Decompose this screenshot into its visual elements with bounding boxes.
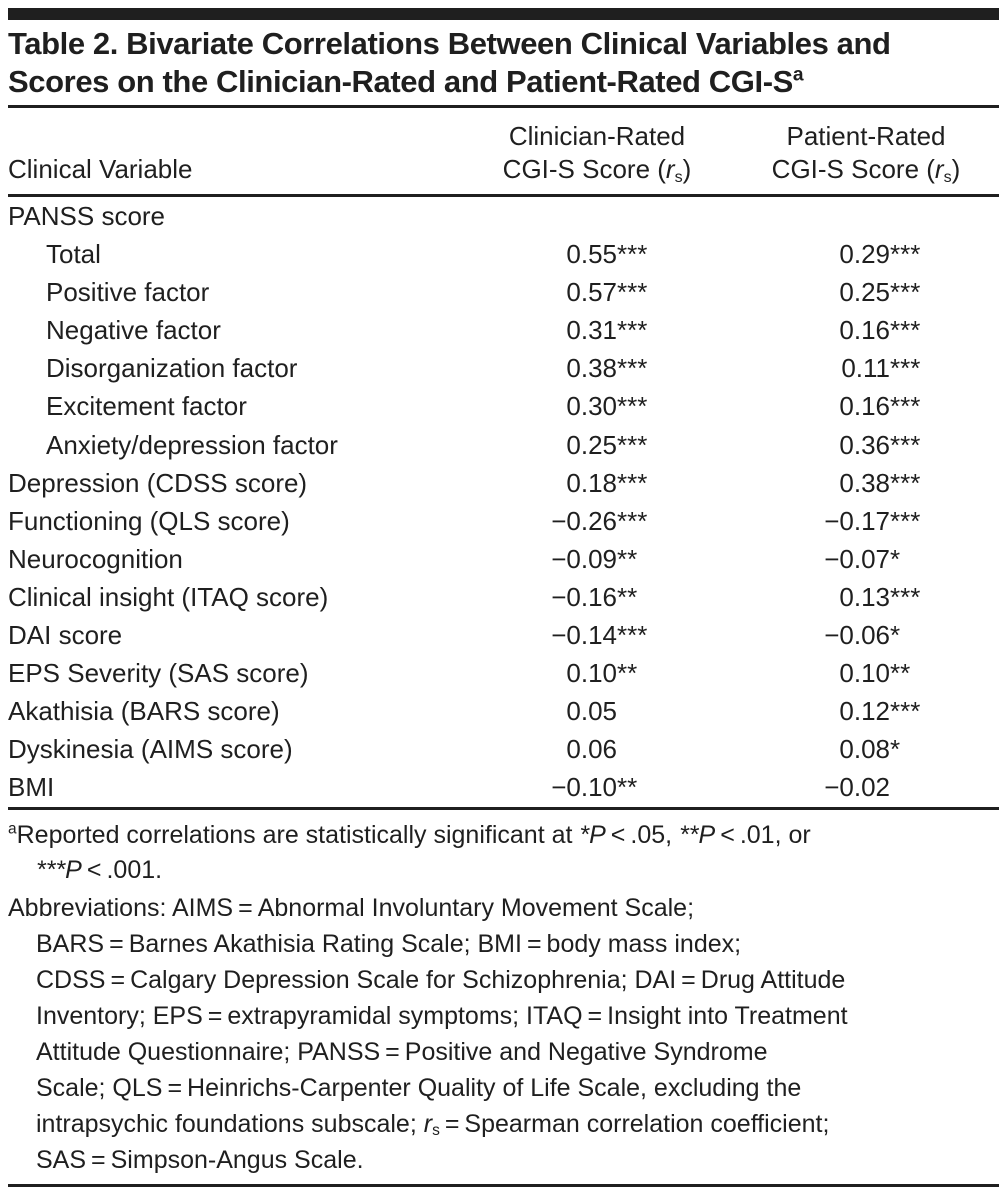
row-label: Functioning (QLS score) [8,505,290,536]
table-row [8,692,999,730]
significance-stars: * [890,734,901,765]
abbreviation-line-rs [8,1106,999,1142]
correlation-value: 0.10 [566,658,617,689]
correlation-value: 0.12 [839,696,890,727]
table-row [8,273,999,311]
correlation-value: 0.25 [839,277,890,308]
significance-stars: *** [617,467,648,498]
significance-stars [617,730,663,768]
patient-score-label [733,153,999,186]
patient-cgi-value [805,311,936,349]
table-title-line2-text: Scores on the Clinician-Rated and Patient-Rated CGI-S [8,64,793,99]
significance-stars: *** [617,315,648,346]
correlation-value: 0.16 [839,391,890,422]
patient-cgi-value [805,426,936,464]
rs-subscript: s [674,168,683,187]
patient-cgi-value [805,730,936,768]
bottom-border-rule [8,1184,999,1187]
significance-stars: *** [617,239,648,270]
significance-stars: * [890,543,901,574]
row-label: Akathisia (BARS score) [8,696,280,727]
correlation-value: −0.06 [824,620,890,651]
top-border-bar [8,8,999,20]
patient-cgi-value [805,578,936,616]
clinician-score-label [461,153,733,186]
row-label: PANSS score [8,201,166,231]
significance-stars: *** [617,277,648,308]
clinician-cgi-value [532,616,663,654]
clinician-cgi-value [532,654,663,692]
sig-level-3: ***P [36,855,82,884]
significance-stars: * [890,620,901,651]
patient-cgi-value [805,387,936,425]
significance-stars: *** [890,353,921,384]
correlation-value: 0.10 [839,658,890,689]
rs-symbol: r [423,1109,433,1138]
significance-stars: *** [890,315,921,346]
correlation-value: 0.06 [566,734,617,765]
patient-cgi-value [805,768,936,806]
row-label: EPS Severity (SAS score) [8,658,309,689]
sig-threshold-2: < .01, or [715,820,811,849]
journal-table-page [0,8,1007,1187]
clinician-cgi-value [532,273,663,311]
patient-cgi-value [805,273,936,311]
table-row [8,730,999,768]
score-label-post: ) [951,154,961,184]
significance-stars: *** [617,620,648,651]
patient-cgi-value [805,502,936,540]
significance-stars: *** [890,277,921,308]
score-label-post: ) [682,154,692,184]
abbreviation-line: Abbreviations: AIMS = Abnormal Involuntary Movement Scale; [8,893,695,922]
abbreviation-line: SAS = Simpson-Angus Scale. [36,1145,364,1174]
significance-stars: *** [617,353,648,384]
significance-stars: *** [890,467,921,498]
patient-cgi-value [805,464,936,502]
clinician-cgi-value [532,311,663,349]
correlation-value: −0.16 [551,581,617,612]
column-header-patient-rated [733,120,999,186]
significance-stars [890,768,936,806]
row-label: BMI [8,772,55,803]
patient-cgi-value [805,692,936,730]
clinician-cgi-value [532,502,663,540]
clinician-cgi-value [532,387,663,425]
correlation-value: 0.57 [566,277,617,308]
table-row [8,349,999,387]
patient-cgi-value [805,654,936,692]
clinician-cgi-value [532,692,663,730]
table-row [8,464,999,502]
table-row [8,311,999,349]
correlation-value: 0.55 [566,239,617,270]
clinician-cgi-value [532,426,663,464]
row-label: Neurocognition [8,543,183,574]
rs-line-post: = Spearman correlation coefficient; [439,1109,830,1138]
clinician-cgi-value [532,540,663,578]
table-row [8,235,999,273]
correlation-value: 0.18 [566,467,617,498]
significance-stars: *** [617,391,648,422]
clinician-cgi-value [532,464,663,502]
table-row [8,502,999,540]
score-label-pre: CGI-S Score ( [771,154,935,184]
table-row [8,426,999,464]
row-label: Depression (CDSS score) [8,467,308,498]
patient-cgi-value [805,349,936,387]
clinician-cgi-value [532,578,663,616]
table-row [8,616,999,654]
clinician-cgi-value [532,768,663,806]
table-title [8,25,999,101]
correlation-value: −0.17 [824,505,890,536]
abbreviation-line: BARS = Barnes Akathisia Rating Scale; BMI = body mass index; [36,929,742,958]
correlation-value: −0.10 [551,772,617,803]
correlation-value: 0.08 [839,734,890,765]
correlation-value: −0.09 [551,543,617,574]
significance-stars: *** [890,696,921,727]
sig-level-2: **P [679,820,716,849]
patient-cgi-value [805,616,936,654]
clinician-cgi-value [532,235,663,273]
table-row [8,540,999,578]
significance-stars: *** [617,429,648,460]
rs-subscript: s [432,1122,440,1140]
table-row [8,387,999,425]
row-label: Total [46,239,101,270]
table-title-line2 [8,63,999,101]
column-header-clinician-rated [461,120,733,186]
row-label: Excitement factor [46,391,247,422]
rs-line-pre: intrapsychic foundations subscale; [36,1109,424,1138]
clinician-cgi-value [532,730,663,768]
table-row [8,197,999,235]
significance-stars: *** [890,429,921,460]
correlation-value: −0.07 [824,543,890,574]
sig-level-1: *P [579,820,606,849]
correlation-value: 0.36 [839,429,890,460]
significance-stars: *** [890,239,921,270]
column-header-clinical-variable: Clinical Variable [8,154,193,184]
significance-stars: ** [617,772,638,803]
row-label: Dyskinesia (AIMS score) [8,734,293,765]
sig-threshold-3: < .001. [81,855,163,884]
row-label: Anxiety/depression factor [46,429,338,460]
footnote-text: Reported correlations are statistically significant at [16,820,580,849]
correlation-value: 0.16 [839,315,890,346]
abbreviation-line: CDSS = Calgary Depression Scale for Schizophrenia; DAI = Drug Attitude [36,965,846,994]
clinician-cgi-value [532,349,663,387]
row-label: Disorganization factor [46,353,298,384]
correlation-value: 0.38 [839,467,890,498]
score-label-pre: CGI-S Score ( [502,154,666,184]
significance-stars: ** [890,658,911,689]
significance-stars: *** [890,581,921,612]
rs-subscript: s [943,168,952,187]
significance-stars: *** [617,505,648,536]
abbreviation-line: Scale; QLS = Heinrichs-Carpenter Quality of Life Scale, excluding the [36,1073,802,1102]
significance-stars [617,692,663,730]
title-footnote-marker: a [792,64,804,86]
abbreviation-line: Attitude Questionnaire; PANSS = Positive and Negative Syndrome [36,1037,768,1066]
correlation-value: 0.29 [839,239,890,270]
significance-footnote [8,818,999,888]
significance-stars: *** [890,391,921,422]
patient-rated-label: Patient-Rated [786,121,946,151]
row-label: DAI score [8,620,123,651]
table-row [8,654,999,692]
significance-stars: ** [617,543,638,574]
significance-stars: *** [890,505,921,536]
correlation-value: −0.02 [824,772,890,803]
significance-stars: ** [617,658,638,689]
correlation-value: 0.11 [841,353,890,384]
correlation-value: 0.30 [566,391,617,422]
body-divider-rule [8,807,999,810]
sig-threshold-1: < .05, [605,820,680,849]
significance-footnote-line1 [8,818,999,853]
table-row [8,578,999,616]
clinician-rated-label: Clinician-Rated [508,121,686,151]
table-row [8,768,999,806]
table-header-row [8,108,999,194]
significance-footnote-line2 [8,853,999,888]
patient-cgi-value [805,540,936,578]
table-title-line1: Table 2. Bivariate Correlations Between Clinical Variables and [8,26,891,61]
correlation-value: 0.31 [566,315,617,346]
correlation-value: 0.05 [566,696,617,727]
rs-symbol: r [665,154,675,184]
footnote-marker: a [8,820,17,838]
correlation-value: 0.25 [566,429,617,460]
patient-cgi-value [805,235,936,273]
correlation-value: −0.26 [551,505,617,536]
row-label: Clinical insight (ITAQ score) [8,581,329,612]
correlation-value: 0.38 [566,353,617,384]
row-label: Negative factor [46,315,221,346]
abbreviations-footnote [8,890,999,1178]
correlation-value: 0.13 [839,581,890,612]
rs-symbol: r [934,154,944,184]
table-body [8,197,999,807]
row-label: Positive factor [46,277,210,308]
significance-stars: ** [617,581,638,612]
abbreviation-line: Inventory; EPS = extrapyramidal symptoms; ITAQ = Insight into Treatment [36,1001,848,1030]
correlation-value: −0.14 [551,620,617,651]
